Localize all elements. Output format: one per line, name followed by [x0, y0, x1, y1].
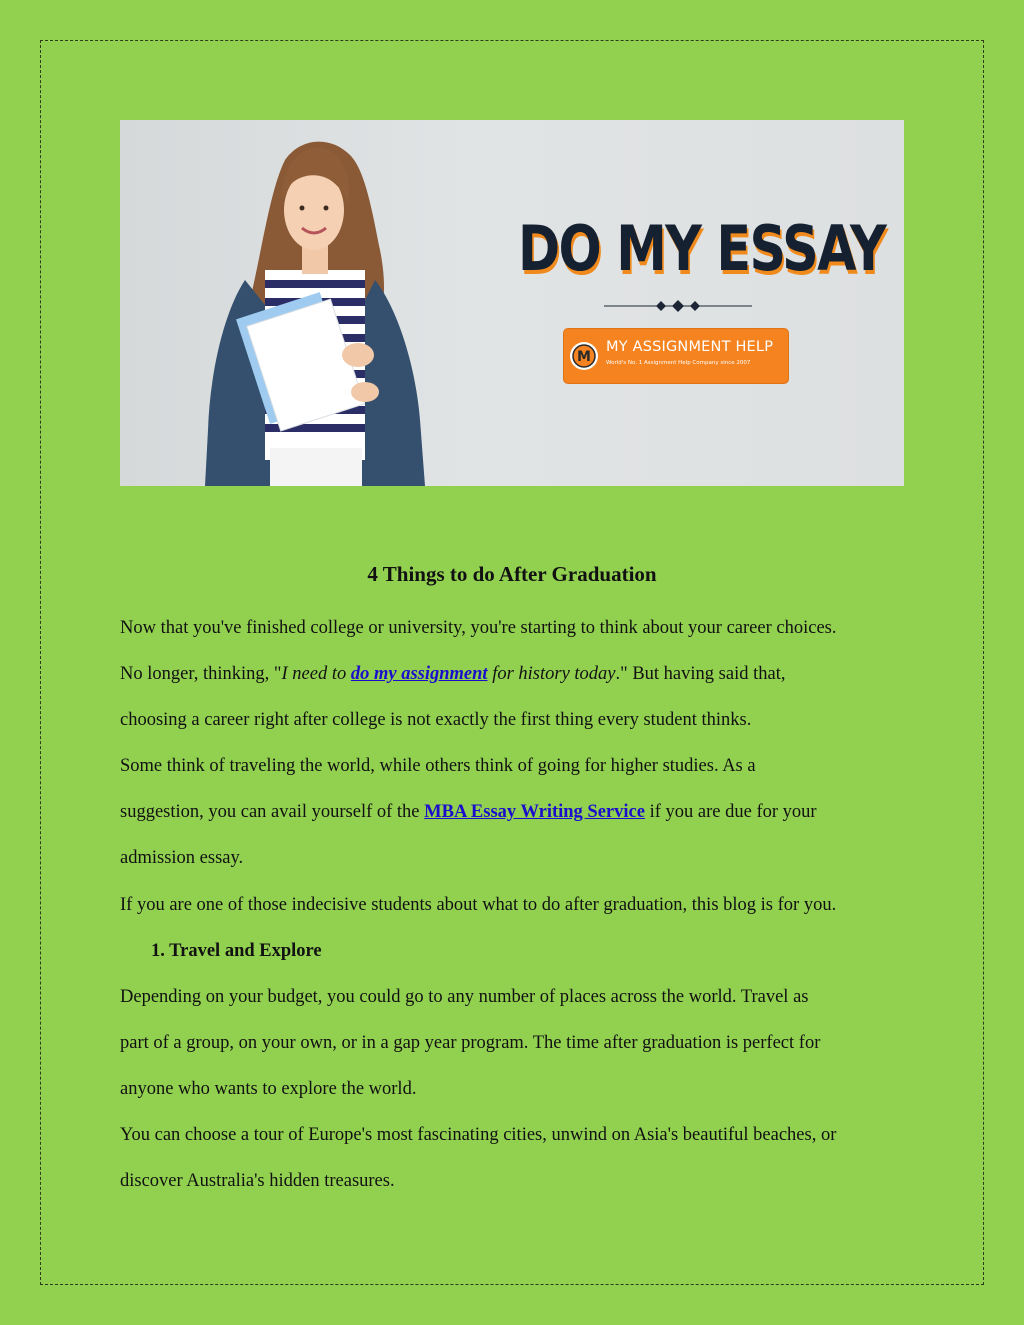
italic-run: for history today [487, 664, 616, 685]
text-run: No longer, thinking, " [120, 664, 282, 685]
paragraph-line: discover Australia's hidden treasures. [120, 1171, 395, 1192]
text-run: suggestion, you can avail yourself of the [120, 802, 425, 823]
paragraph-line [120, 659, 920, 705]
paragraph-line: Now that you've finished college or university, you're starting to think about your career choices. [120, 618, 837, 638]
article-body [120, 613, 920, 1212]
banner-headline: DO MY ESSAY [518, 212, 886, 285]
italic-text [281, 664, 615, 684]
brand-name: MY ASSIGNMENT HELP [606, 339, 774, 355]
ornament-divider [604, 298, 752, 314]
paragraph-line: anyone who wants to explore the world. [120, 1078, 417, 1099]
article-title: 4 Things to do After Graduation [367, 562, 657, 586]
paragraph-line: part of a group, on your own, or in a gap year program. The time after graduation is perfect for [120, 1032, 821, 1053]
italic-run: I need to [281, 664, 351, 685]
mba-essay-writing-service-link[interactable]: MBA Essay Writing Service [424, 802, 645, 823]
paragraph-line: admission essay. [120, 848, 244, 869]
text-run: if you are due for your [644, 802, 817, 823]
brand-logo-icon [569, 341, 599, 371]
section-heading: 1. Travel and Explore [151, 940, 322, 961]
paragraph-line: Some think of traveling the world, while others think of going for higher studies. As a [120, 756, 756, 777]
brand-tagline: World's No. 1 Assignment Help Company since 2007 [606, 360, 751, 366]
do-my-assignment-link[interactable]: do my assignment [350, 664, 488, 685]
paragraph-line: Depending on your budget, you could go to any number of places across the world. Travel as [120, 986, 809, 1007]
paragraph-line [120, 797, 920, 843]
brand-logo-letter: M [577, 349, 591, 365]
paragraph-line: If you are one of those indecisive students about what to do after graduation, this blog is for you. [120, 894, 837, 915]
banner-image [120, 120, 904, 486]
paragraph-line: choosing a career right after college is not exactly the first thing every student thinks. [120, 710, 752, 731]
text-run: ." But having said that, [615, 664, 786, 685]
paragraph-line: You can choose a tour of Europe's most fascinating cities, unwind on Asia's beautiful beaches, or [120, 1125, 837, 1146]
brand-badge [564, 329, 788, 383]
student-illustration [190, 130, 450, 486]
